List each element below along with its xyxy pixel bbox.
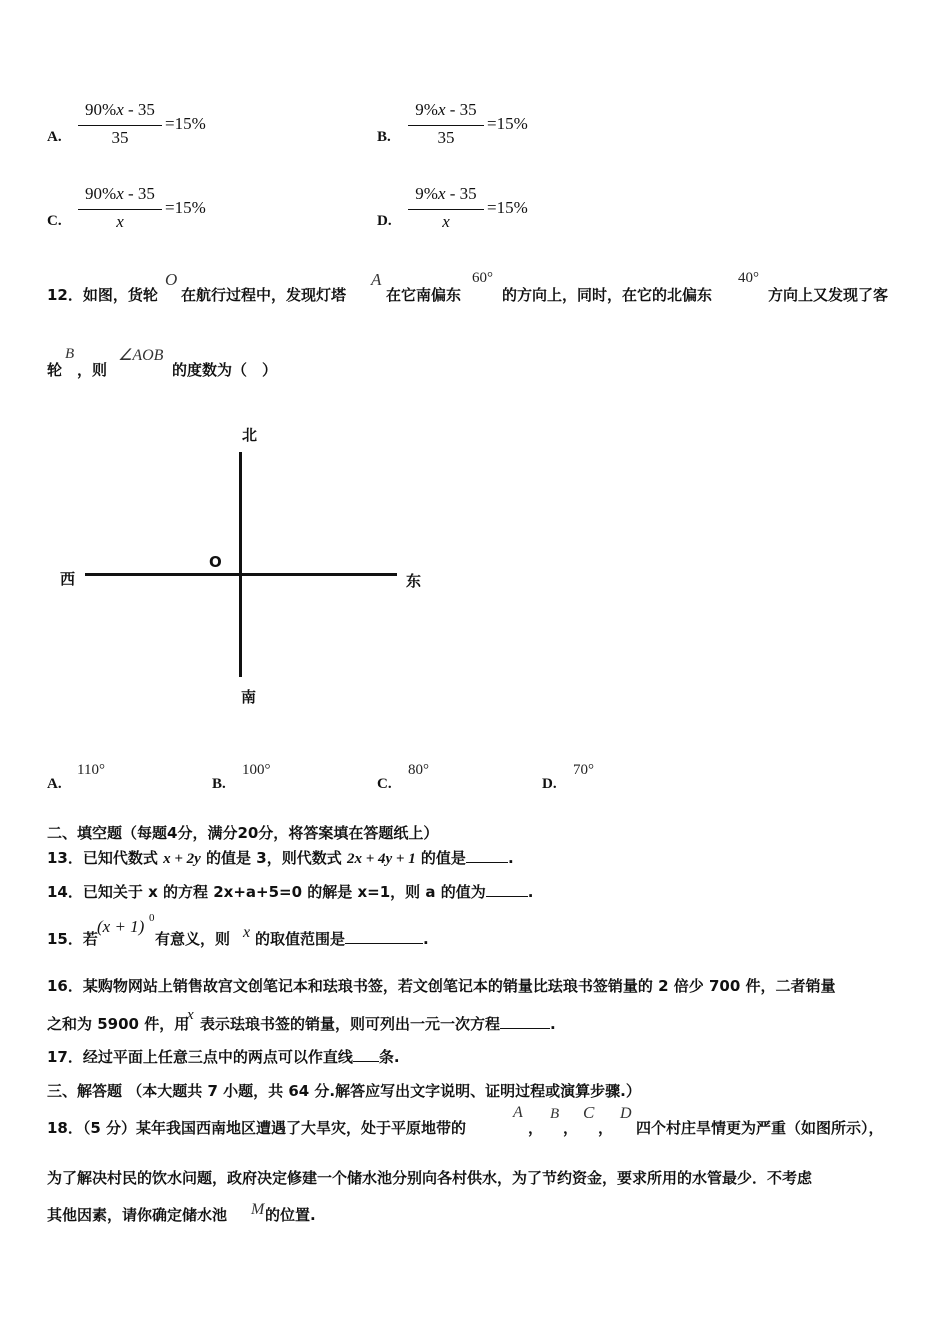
question-14: 14．已知关于 x 的方程 2x+a+5=0 的解是 x=1，则 a 的值为 .: [47, 883, 534, 901]
option-label: C.: [47, 213, 62, 229]
answer-blank[interactable]: [466, 848, 508, 863]
numerator: 90%x - 35: [85, 184, 155, 203]
option-label: D.: [377, 213, 392, 229]
option-value: 110°: [77, 762, 105, 778]
north-label: 北: [242, 426, 258, 444]
q16-line2a: 之和为 5900 件，用: [47, 1015, 190, 1033]
q18-line3b: 的位置.: [265, 1206, 316, 1224]
variable-x: x: [243, 924, 251, 941]
village-d: D: [620, 1105, 632, 1122]
q12-prefix: 12．如图，货轮: [47, 286, 158, 304]
ship-o: O: [165, 270, 178, 289]
q12-text-1: 在航行过程中，发现灯塔: [181, 286, 347, 304]
south-label: 南: [241, 688, 257, 706]
q18-line1b: 四个村庄旱情更为严重（如图所示），: [636, 1119, 884, 1137]
q18-line1a: 18．（5 分）某年我国西南地区遭遇了大旱灾，处于平原地带的: [47, 1119, 467, 1137]
denominator: 35: [437, 128, 455, 147]
option-label: B.: [212, 776, 226, 792]
option-value: 70°: [573, 762, 594, 778]
fraction: [78, 184, 162, 232]
village-a: A: [513, 1104, 523, 1121]
option-label: C.: [377, 776, 392, 792]
fraction: [408, 184, 484, 232]
east-label: 东: [406, 572, 422, 590]
origin-o-label: O: [209, 553, 222, 571]
option-value: 100°: [242, 762, 271, 778]
numerator: 90%x - 35: [85, 100, 155, 119]
q12-text-3: 的方向上，同时，在它的北偏东: [502, 286, 713, 304]
answer-blank[interactable]: [353, 1047, 379, 1062]
answer-blank[interactable]: [345, 929, 423, 944]
option-label: B.: [377, 129, 391, 145]
denominator: 35: [111, 128, 129, 147]
fraction-bar: [408, 125, 484, 126]
q12-text-4: 方向上又发现了客: [768, 286, 889, 304]
option-label: A.: [47, 776, 62, 792]
equation-rhs: =15%: [165, 114, 206, 133]
west-label: 西: [60, 570, 76, 588]
reservoir-m: M: [251, 1201, 265, 1218]
equation-rhs: =15%: [487, 198, 528, 217]
option-label: A.: [47, 129, 62, 145]
fraction: [408, 100, 484, 148]
equation-rhs: =15%: [487, 114, 528, 133]
q18-line2: 为了解决村民的饮水问题，政府决定修建一个储水池分别向各村供水，为了节约资金，要求所用的水管最少．不考虑: [47, 1169, 813, 1187]
angle-40: 40°: [738, 270, 759, 286]
ship-b: B: [65, 346, 75, 362]
north-south-axis: [239, 452, 242, 677]
denominator: x: [442, 212, 450, 231]
q12-text-2: 在它南偏东: [386, 286, 462, 304]
answer-blank[interactable]: [486, 882, 528, 897]
question-13: 13．已知代数式 x + 2y 的值是 3，则代数式 2x + 4y + 1 的值是 .: [47, 849, 514, 867]
section-3-header: 三、解答题 （本大题共 7 小题，共 64 分.解答应写出文字说明、证明过程或演算步骤.）: [47, 1082, 641, 1100]
answer-blank[interactable]: [500, 1014, 550, 1029]
option-value: 80°: [408, 762, 429, 778]
fraction-bar: [78, 209, 162, 210]
exponent: 0: [149, 912, 155, 924]
equation-rhs: =15%: [165, 198, 206, 217]
q18-line3a: 其他因素，请你确定储水池: [47, 1206, 228, 1224]
angle-aob: ∠AOB: [118, 347, 164, 364]
fraction: [78, 100, 162, 148]
question-17: 17．经过平面上任意三点中的两点可以作直线 条.: [47, 1048, 400, 1066]
section-2-header: 二、填空题（每题4分，满分20分，将答案填在答题纸上）: [47, 824, 439, 842]
fraction-bar: [78, 125, 162, 126]
village-b: B: [550, 1106, 560, 1122]
tower-a: A: [371, 270, 382, 289]
power-base: (x + 1): [97, 917, 145, 936]
denominator: x: [116, 212, 124, 231]
variable-x: x: [187, 1007, 194, 1023]
option-label: D.: [542, 776, 557, 792]
east-west-axis: [85, 573, 397, 576]
village-c: C: [583, 1103, 595, 1122]
fraction-bar: [408, 209, 484, 210]
q12-line2-a: 轮: [47, 361, 63, 379]
angle-60: 60°: [472, 270, 493, 286]
numerator: 9%x - 35: [415, 100, 477, 119]
numerator: 9%x - 35: [415, 184, 477, 203]
q12-line2-c: 的度数为（ ）: [172, 361, 278, 379]
q16-line1: 16．某购物网站上销售故宫文创笔记本和珐琅书签，若文创笔记本的销量比珐琅书签销量的 2 倍少 700 件，二者销量: [47, 977, 836, 995]
q12-line2-b: ，则: [77, 361, 108, 379]
